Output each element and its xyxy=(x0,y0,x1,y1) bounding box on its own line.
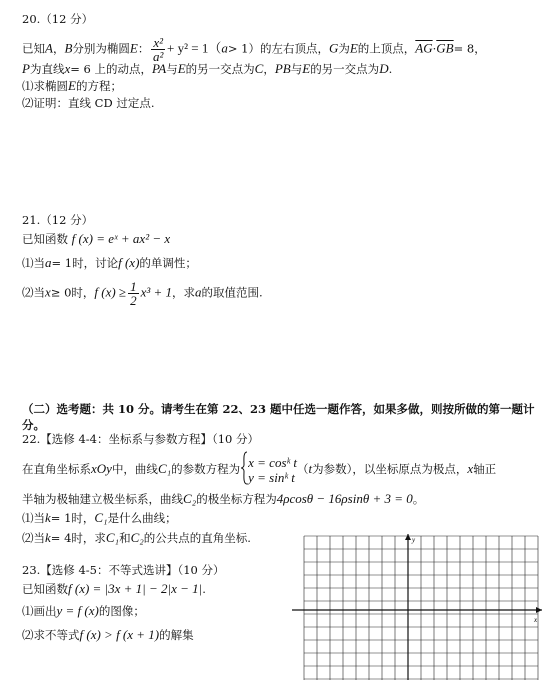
y-axis-arrow xyxy=(405,534,411,540)
grid-lines xyxy=(304,536,538,680)
q20-part1: ⑴求椭圆E的方程； xyxy=(22,78,122,93)
param-system: x = cosᵏ t y = sinᵏ t xyxy=(248,455,298,485)
vector-ag: $\overline{AG}$ xyxy=(415,40,433,56)
q23-line1: 已知函数f (x) = |3x + 1| − 2|x − 1|. xyxy=(22,581,206,596)
q23-header: 23.【选修 4-5：不等式选讲】（10 分） xyxy=(22,563,225,577)
q20-line2: P为直线x= 6 上的动点，PA与E的另一交点为C，PB与E的另一交点为D. xyxy=(22,61,393,76)
q21-part1: ⑴当a= 1时，讨论f (x)的单调性； xyxy=(22,255,197,270)
x-axis-arrow xyxy=(536,607,542,613)
q21-part2: ⑵当x≥ 0时，f (x) ≥ $\frac{1}{2}$ x³ + 1，求a的取值范围. xyxy=(22,279,263,308)
q20-part2: ⑵证明：直线 CD 过定点. xyxy=(22,96,155,110)
system-brace xyxy=(240,451,248,489)
q22-header: 22.【选修 4-4：坐标系与参数方程】（10 分） xyxy=(22,432,260,446)
q22-line1: 在直角坐标系xOy中，曲线C₁的参数方程为 x = cosᵏ t y = sinᵏ t （t为参数），以坐标原点为极点，x轴正 xyxy=(22,451,496,489)
half-fraction: $\frac{1}{2}$ xyxy=(130,279,137,308)
q21-header: 21.（12 分） xyxy=(22,213,94,227)
vector-gb: $\overline{GB}$ xyxy=(436,40,454,56)
q23-part1: ⑴画出y = f (x)的图像； xyxy=(22,603,145,618)
q21-line1: 已知函数 f (x) = eˣ + ax² − x xyxy=(22,231,171,246)
ellipse-fraction: $\frac{\text{x²}}{\text{a²}}$ xyxy=(152,35,164,64)
q22-part2: ⑵当k= 4时，求C₁和C₂的公共点的直角坐标. xyxy=(22,530,251,545)
coordinate-grid xyxy=(292,532,544,682)
section2-line2: 分。 xyxy=(22,418,45,432)
q20-header: 20.（12 分） xyxy=(22,12,94,26)
x-axis-label: x xyxy=(534,616,538,624)
q22-part1: ⑴当k= 1时，C₁是什么曲线； xyxy=(22,510,177,525)
q23-part2: ⑵求不等式f (x) > f (x + 1)的解集 xyxy=(22,627,194,642)
y-axis-label: y xyxy=(412,536,416,544)
q20-line1: 已知A，B分别为椭圆E： $\frac{\text{x²}}{\text{a²}}$ + y² = 1（a> 1）的左右顶点，G为E的上顶点，$\overline{AG}\cdot\overline{GB}= 8$， xyxy=(22,35,486,64)
q22-line2: 半轴为极轴建立极坐标系，曲线C₂的极坐标方程为4ρcosθ − 16ρsinθ + 3 = 0。 xyxy=(22,491,425,506)
section2-line1: （二）选考题：共 10 分。请考生在第 22、23 题中任选一题作答，如果多做，则按所做的第一题计 xyxy=(22,402,535,416)
